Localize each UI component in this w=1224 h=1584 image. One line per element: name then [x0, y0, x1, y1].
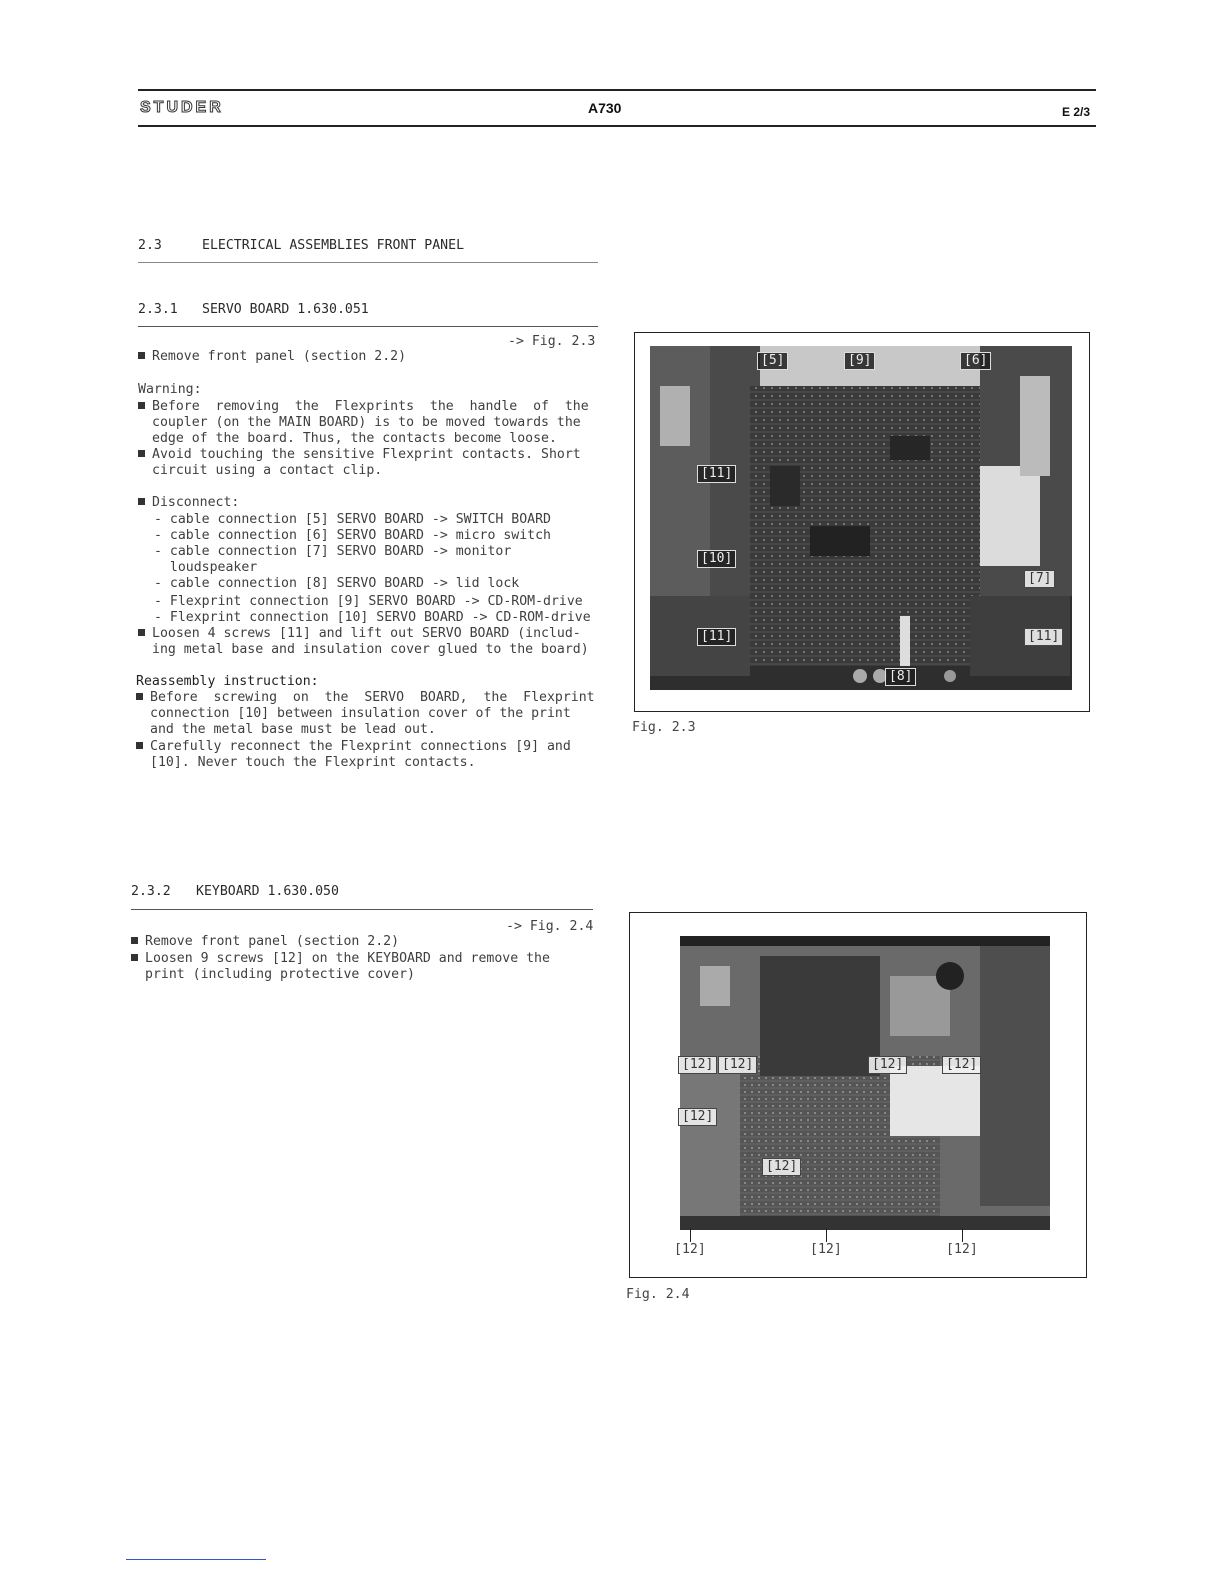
bullet-icon [131, 954, 138, 961]
bullet-icon [136, 693, 143, 700]
fig-2-4-leader-1 [690, 1228, 691, 1242]
fig-2-4-caption: Fig. 2.4 [626, 1287, 690, 1302]
bullet-icon [138, 352, 145, 359]
step-remove-front-panel: Remove front panel (section 2.2) [138, 349, 406, 365]
bullet-icon [131, 937, 138, 944]
loosen-screws-step-line2: ing metal base and insulation cover glued to the board) [152, 642, 589, 657]
fig-2-3-label-6: [6] [960, 352, 991, 370]
section-2-3-rule [138, 262, 598, 263]
keyboard-illustration [680, 936, 1050, 1230]
reassembly-2-line2: [10]. Never touch the Flexprint contacts. [150, 755, 476, 770]
keyboard-step-remove-front-panel: Remove front panel (section 2.2) [131, 934, 399, 950]
fig-2-4-label-12-c: [12] [868, 1056, 907, 1074]
disconnect-item-3: - cable connection [7] SERVO BOARD -> monitor [154, 544, 512, 559]
header-top-rule [138, 89, 1096, 91]
fig-2-3-label-11-right: [11] [1024, 628, 1063, 646]
fig-2-3-reference: -> Fig. 2.3 [508, 334, 596, 349]
warning-1-line2: coupler (on the MAIN BOARD) is to be moved towards the [152, 415, 581, 430]
warning-1-line3: edge of the board. Thus, the contacts become loose. [152, 431, 557, 446]
bullet-icon [138, 498, 145, 505]
reassembly-1-line3: and the metal base must be lead out. [150, 722, 436, 737]
fig-2-4-label-12-i: [12] [946, 1242, 978, 1257]
header-bottom-rule [138, 125, 1096, 127]
keyboard-step-loosen-screws-line2: print (including protective cover) [145, 967, 415, 982]
disconnect-item-1: - cable connection [5] SERVO BOARD -> SWITCH BOARD [154, 512, 551, 527]
fig-2-3-label-7: [7] [1024, 570, 1055, 588]
bullet-icon [136, 742, 143, 749]
fig-2-3-label-8: [8] [885, 668, 916, 686]
section-2-3-1-rule [138, 326, 598, 327]
section-2-3-2-title: KEYBOARD 1.630.050 [196, 884, 339, 899]
fig-2-4-label-12-e: [12] [678, 1108, 717, 1126]
fig-2-3-label-10: [10] [697, 550, 736, 568]
fig-2-4-label-12-b: [12] [718, 1056, 757, 1074]
reassembly-label: Reassembly instruction: [136, 674, 319, 689]
disconnect-label: Disconnect: [138, 495, 239, 511]
section-2-3-2-rule [131, 909, 593, 910]
fig-2-4-label-12-f: [12] [762, 1158, 801, 1176]
reassembly-2: Carefully reconnect the Flexprint connections [9] and [136, 739, 571, 755]
fig-2-3-label-11-top: [11] [697, 465, 736, 483]
page-number: E 2/3 [1062, 105, 1091, 119]
model-title: A730 [588, 100, 622, 116]
fig-2-3-label-5: [5] [757, 352, 788, 370]
fig-2-3-caption: Fig. 2.3 [632, 720, 696, 735]
fig-2-4-label-12-h: [12] [810, 1242, 842, 1257]
fig-2-3-label-11-left: [11] [697, 628, 736, 646]
bullet-icon [138, 402, 145, 409]
fig-2-4-label-12-d: [12] [942, 1056, 981, 1074]
fig-2-4-leader-2 [826, 1228, 827, 1242]
fig-2-3-label-9: [9] [844, 352, 875, 370]
footer-rule [126, 1559, 266, 1560]
warning-2-line2: circuit using a contact clip. [152, 463, 383, 478]
loosen-screws-step: Loosen 4 screws [11] and lift out SERVO BOARD (includ- [138, 626, 581, 642]
fig-2-4-reference: -> Fig. 2.4 [506, 919, 594, 934]
bullet-icon [138, 450, 145, 457]
section-2-3-2-number: 2.3.2 [131, 884, 171, 899]
disconnect-item-6: - Flexprint connection [10] SERVO BOARD -> CD-ROM-drive [154, 610, 591, 625]
disconnect-item-3-line2: loudspeaker [154, 560, 258, 575]
section-2-3-title: ELECTRICAL ASSEMBLIES FRONT PANEL [202, 238, 465, 253]
section-2-3-number: 2.3 [138, 238, 162, 253]
studer-logo: STUDER [140, 99, 224, 116]
fig-2-4-label-12-g: [12] [674, 1242, 706, 1257]
section-2-3-1-title: SERVO BOARD 1.630.051 [202, 302, 369, 317]
keyboard-photo [680, 936, 1050, 1230]
warning-2: Avoid touching the sensitive Flexprint contacts. Short [138, 447, 581, 463]
reassembly-1-line2: connection [10] between insulation cover of the print [150, 706, 571, 721]
section-2-3-1-number: 2.3.1 [138, 302, 178, 317]
warning-1: Before removing the Flexprints the handle of the [138, 399, 589, 415]
disconnect-item-4: - cable connection [8] SERVO BOARD -> lid lock [154, 576, 520, 591]
reassembly-1: Before screwing on the SERVO BOARD, the Flexprint [136, 690, 595, 706]
keyboard-step-loosen-screws: Loosen 9 screws [12] on the KEYBOARD and remove the [131, 951, 550, 967]
warning-label: Warning: [138, 382, 202, 397]
disconnect-item-2: - cable connection [6] SERVO BOARD -> micro switch [154, 528, 551, 543]
disconnect-item-5: - Flexprint connection [9] SERVO BOARD -> CD-ROM-drive [154, 594, 583, 609]
bullet-icon [138, 629, 145, 636]
fig-2-4-leader-3 [962, 1228, 963, 1242]
fig-2-4-label-12-a: [12] [678, 1056, 717, 1074]
